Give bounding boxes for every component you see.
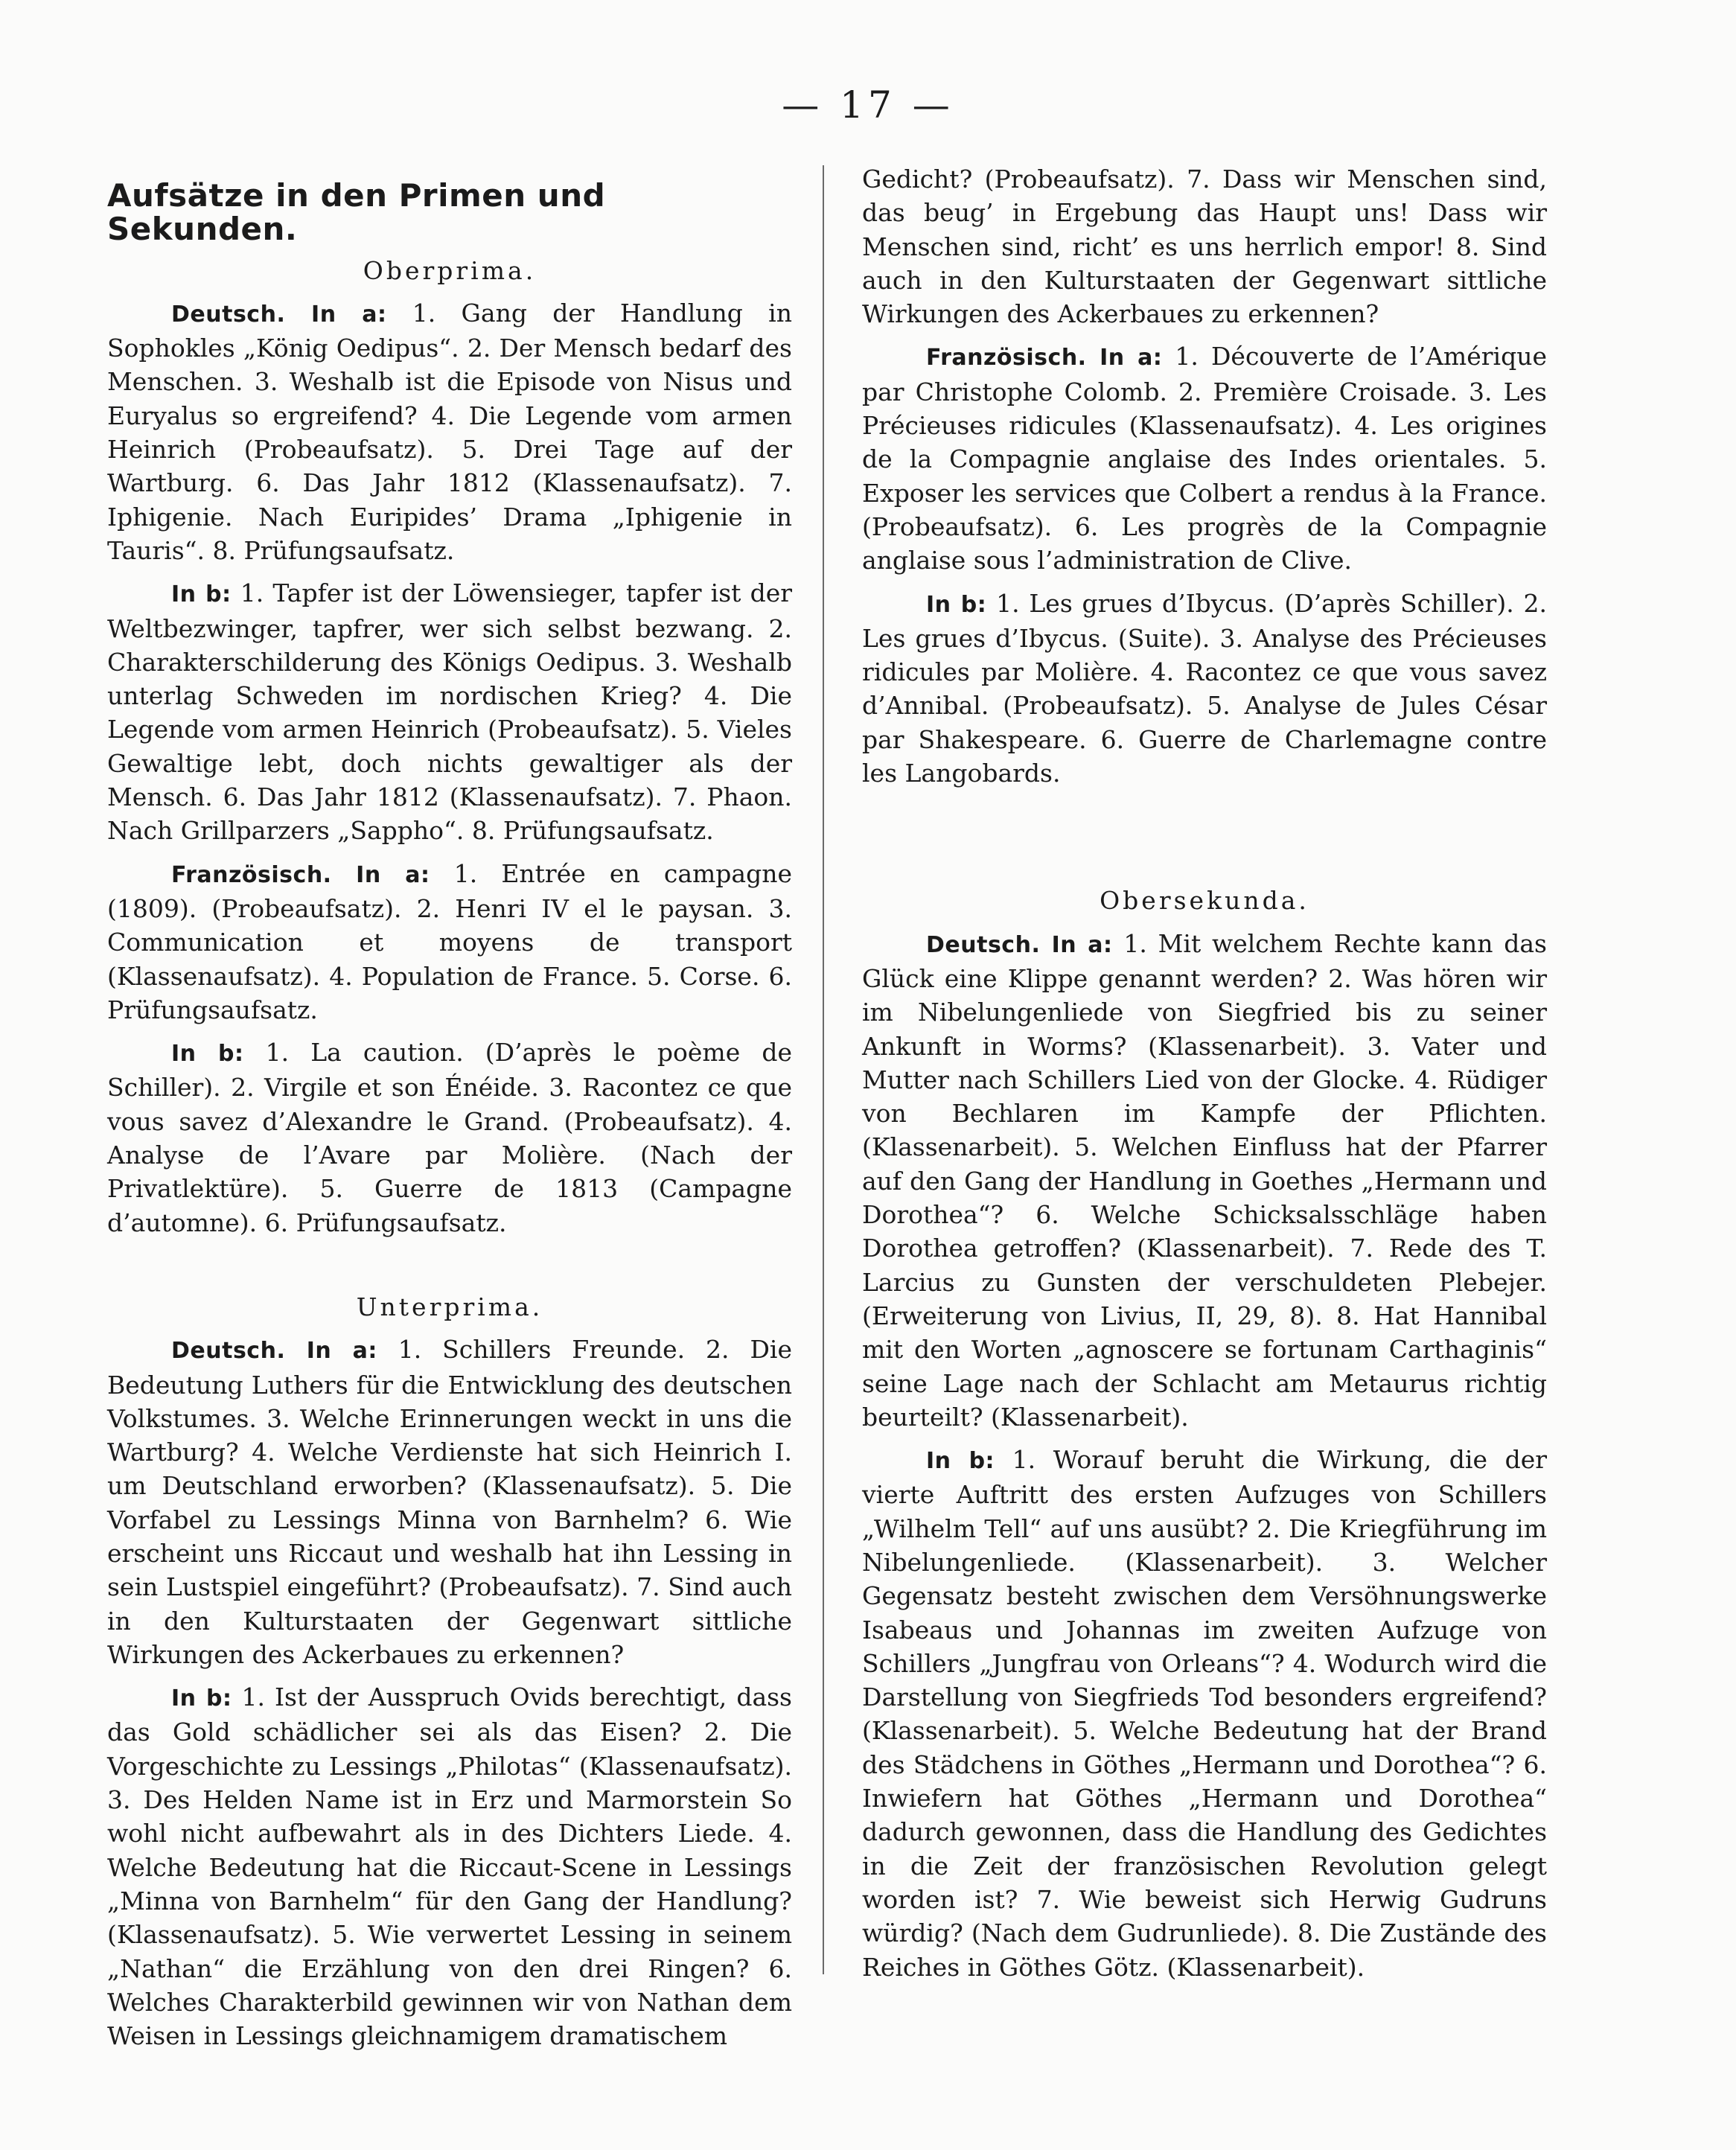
- unterprima-deutsch-a-label: Deutsch. In a:: [171, 1338, 377, 1365]
- obersekunda-deutsch-a-label: Deutsch. In a:: [926, 931, 1113, 958]
- oberprima-franz-a: [107, 857, 792, 1027]
- unterprima-deutsch-b-label: In b:: [171, 1685, 232, 1712]
- section-title-unterprima: Unterprima.: [356, 1292, 543, 1321]
- continuation-text: Gedicht? (Probeaufsatz). 7. Dass wir Menschen sind, das beug’ in Ergebung das Haupt uns! Dass wir Menschen sind, richt’ es uns herrlich empor! 8. Sind auch in den Kulturstaaten der Gegenwart sittliche Wirkungen des Ackerbaues zu erkennen?: [862, 165, 1547, 329]
- section-title-obersekunda: Obersekunda.: [1100, 886, 1309, 916]
- right-franz-b: [862, 587, 1547, 791]
- obersekunda-deutsch-a-text: 1. Mit welchem Rechte kann das Glück eine Klippe genannt werden? 2. Was hören wir im Nibelungenliede von Siegfried bis zu seiner Ankunft in Worms? (Klassenarbeit). 3. Vater und Mutter nach Schillers Lied von der Glocke. 4. Rüdiger von Bechlaren im Kampfe der Pflichten. (Klassenarbeit). 5. Welchen Einfluss hat der Pfarrer auf den Gang der Handlung in Goethes „Hermann und Dorothea“? 6. Welche Schicksalsschläge haben Dorothea getroffen? (Klassenarbeit). 7. Rede des T. Larcius zu Gunsten der verschuldeten Plebejer. (Erweiterung von Livius, II, 29, 8). 8. Hat Hannibal mit den Worten „agnoscere se fortunam Carthaginis“ seine Lage nach der Schlacht am Metaurus richtig beurteilt? (Klassenarbeit).: [862, 928, 1547, 1432]
- oberprima-franz-a-label: Französisch. In a:: [171, 861, 430, 888]
- oberprima-franz-a-text: 1. Entrée en campagne (1809). (Probeaufsatz). 2. Henri IV el le paysan. 3. Communication et moyens de transport (Klassenaufsatz). 4. Population de France. 5. Corse. 6. Prüfungsaufsatz.: [107, 858, 792, 1024]
- unterprima-deutsch-a: [107, 1333, 792, 1671]
- obersekunda-deutsch-b: [862, 1443, 1547, 1984]
- right-franz-a: [862, 339, 1547, 577]
- right-franz-b-text: 1. Les grues d’Ibycus. (D’après Schiller). 2. Les grues d’Ibycus. (Suite). 3. Analyse des Précieuses ridicules par Molière. 4. Racontez ce que vous savez d’Annibal. (Probeaufsatz). 5. Analyse de Jules César par Shakespeare. 6. Guerre de Charlemagne contre les Langobards.: [862, 588, 1547, 788]
- oberprima-deutsch-a: [107, 296, 792, 567]
- oberprima-deutsch-a-label: Deutsch. In a:: [171, 301, 387, 328]
- oberprima-franz-b-text: 1. La caution. (D’après le poème de Schiller). 2. Virgile et son Énéide. 3. Racontez ce que vous savez d’Alexandre le Grand. (Probeaufsatz). 4. Analyse de l’Avare par Molière. (Nach der Privatlektüre). 5. Guerre de 1813 (Campagne d’automne). 6. Prüfungsaufsatz.: [107, 1038, 792, 1237]
- right-franz-a-label: Französisch. In a:: [926, 345, 1163, 371]
- oberprima-deutsch-a-text: 1. Gang der Handlung in Sophokles „König Oedipus“. 2. Der Mensch bedarf des Menschen. 3. Weshalb ist die Episode von Nisus und Euryalus so ergreifend? 4. Die Legende vom armen Heinrich (Probeaufsatz). 5. Drei Tage auf der Wartburg. 6. Das Jahr 1812 (Klassenaufsatz). 7. Iphigenie. Nach Euripides’ Drama „Iphigenie in Tauris“. 8. Prüfungsaufsatz.: [107, 298, 792, 565]
- oberprima-deutsch-b-text: 1. Tapfer ist der Löwensieger, tapfer ist der Weltbezwinger, tapfrer, wer sich selbst bezwang. 2. Charakterschilderung des Königs Oedipus. 3. Weshalb unterlag Schweden im nordischen Krieg? 4. Die Legende vom armen Heinrich (Probeaufsatz). 5. Vieles Gewaltige lebt, doch nichts gewaltiger als der Mensch. 6. Das Jahr 1812 (Klassenaufsatz). 7. Phaon. Nach Grillparzers „Sappho“. 8. Prüfungsaufsatz.: [107, 578, 792, 846]
- unterprima-deutsch-a-text: 1. Schillers Freunde. 2. Die Bedeutung Luthers für die Entwicklung des deutschen Volkstumes. 3. Welche Erinnerungen weckt in uns die Wartburg? 4. Welche Verdienste hat sich Heinrich I. um Deutschland erworben? (Klassenaufsatz). 5. Die Vorfabel zu Lessings Minna von Barnhelm? 6. Wie erscheint uns Riccaut und weshalb hat ihn Lessing in sein Lustspiel eingeführt? (Probeaufsatz). 7. Sind auch in den Kulturstaaten der Gegenwart sittliche Wirkungen des Ackerbaues zu erkennen?: [107, 1335, 792, 1669]
- obersekunda-deutsch-b-label: In b:: [926, 1448, 995, 1475]
- unterprima-deutsch-b-text: 1. Ist der Ausspruch Ovids berechtigt, dass das Gold schädlicher sei als das Eisen? 2. Die Vorgeschichte zu Lessings „Philotas“ (Klassenaufsatz). 3. Des Helden Name ist in Erz und Marmorstein So wohl nicht aufbewahrt als in des Dichters Liede. 4. Welche Bedeutung hat die Riccaut-Scene in Lessings „Minna von Barnhelm“ für den Gang der Handlung? (Klassenaufsatz). 5. Wie verwertet Lessing in seinem „Nathan“ die Erzählung von den drei Ringen? 6. Welches Charakterbild gewinnen wir von Nathan dem Weisen in Lessings gleichnamigem dramatischem: [107, 1682, 792, 2051]
- right-franz-b-label: In b:: [926, 591, 987, 618]
- obersekunda-deutsch-b-text: 1. Worauf beruht die Wirkung, die der vierte Auftritt des ersten Aufzuges von Schillers „Wilhelm Tell“ auf uns ausübt? 2. Die Kriegführung im Nibelungenliede. (Klassenarbeit). 3. Welcher Gegensatz besteht zwischen dem Versöhnungswerke Isabeaus und Johannas im zweiten Aufzuge von Schillers „Jungfrau von Orleans“? 4. Wodurch wird die Darstellung von Siegfrieds Tod besonders ergreifend? (Klassenarbeit). 5. Welche Bedeutung hat der Brand des Städchens in Göthes „Hermann und Dorothea“? 6. Inwiefern hat Göthes „Hermann und Dorothea“ dadurch gewonnen, dass die Handlung des Gedichtes in die Zeit der französischen Revolution gelegt worden ist? 7. Wie beweist sich Herwig Gudruns würdig? (Nach dem Gudrunliede). 8. Die Zustände des Reiches in Göthes Götz. (Klassenarbeit).: [862, 1445, 1548, 1982]
- left-column: [107, 162, 792, 2061]
- page-number: — 17 —: [782, 83, 954, 127]
- section-title-oberprima: Oberprima.: [363, 255, 537, 285]
- unterprima-deutsch-b: [107, 1680, 792, 2052]
- spacer: [107, 1248, 792, 1286]
- oberprima-deutsch-b-label: In b:: [171, 581, 232, 608]
- page-heading: Aufsätze in den Primen und Sekunden.: [107, 177, 606, 248]
- oberprima-franz-b-label: In b:: [171, 1041, 244, 1068]
- oberprima-franz-b: [107, 1036, 792, 1240]
- right-column: [862, 162, 1547, 1993]
- oberprima-deutsch-b: [107, 576, 792, 847]
- obersekunda-deutsch-a: [862, 927, 1547, 1434]
- right-franz-a-text: 1. Découverte de l’Amérique par Christophe Colomb. 2. Première Croisade. 3. Les Précieuses ridicules (Klassenaufsatz). 4. Les origines de la Compagnie anglaise des Indes orientales. 5. Exposer les services que Colbert a rendus à la France. (Probeaufsatz). 6. Les progrès de la Compagnie anglaise sous l’administration de Clive.: [862, 342, 1547, 575]
- column-divider: [823, 165, 824, 1974]
- spacer: [862, 799, 1547, 879]
